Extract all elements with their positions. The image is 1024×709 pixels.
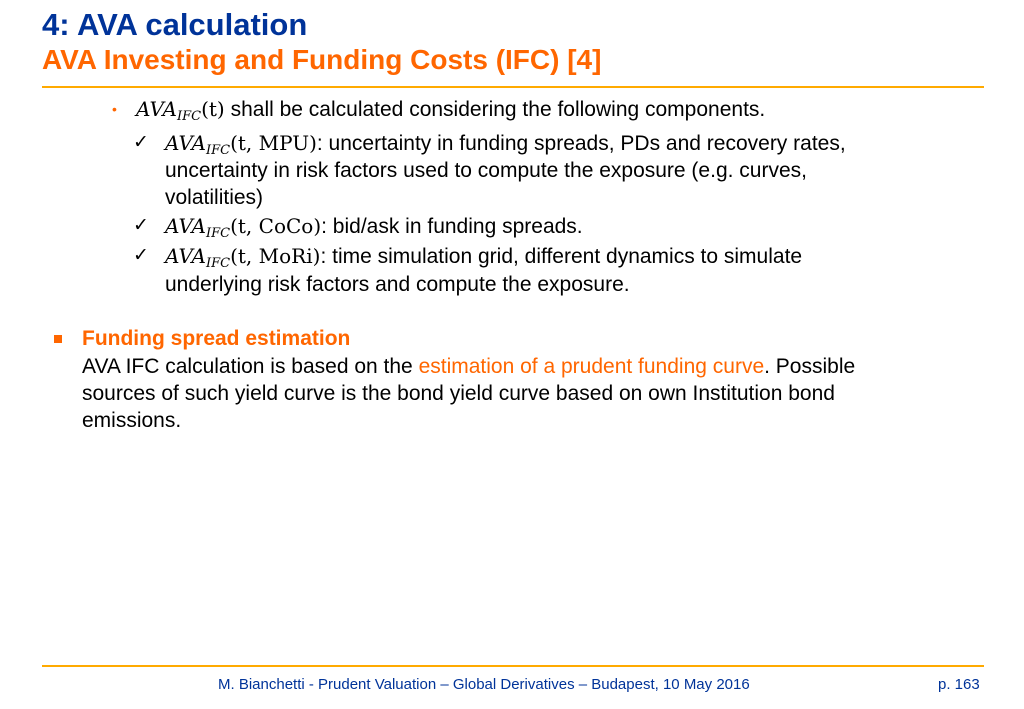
funding-line-2: sources of such yield curve is the bond yield curve based on own Institution bond: [82, 382, 835, 405]
intro-line: [136, 96, 765, 123]
math-expression: [136, 97, 225, 124]
checkmark-icon: ✓: [133, 245, 149, 266]
math-args: (t, MPU): [230, 131, 317, 155]
page-number: p. 163: [938, 676, 980, 693]
math-subscript: IFC: [205, 226, 231, 241]
math-args: (t, CoCo): [230, 214, 322, 238]
math-expression: [165, 131, 317, 158]
checkmark-icon: ✓: [133, 215, 149, 236]
component-mori-line-1: [165, 243, 802, 270]
funding-line-1: [82, 354, 855, 380]
footer-citation: M. Bianchetti - Prudent Valuation – Global Derivatives – Budapest, 10 May 2016: [218, 676, 750, 693]
checkmark-icon: ✓: [133, 132, 149, 153]
component-coco-line-1: [165, 213, 583, 240]
bullet-dot-icon: •: [112, 101, 117, 117]
square-bullet-icon: [54, 335, 62, 343]
math-expression: [165, 244, 321, 271]
math-main: AVA: [165, 214, 206, 238]
funding-line-1-pre: AVA IFC calculation is based on the: [82, 355, 419, 378]
intro-text: shall be calculated considering the following components.: [224, 98, 766, 121]
component-mori-line-2: underlying risk factors and compute the exposure.: [165, 273, 630, 296]
component-mpu-line-2: uncertainty in risk factors used to compute the exposure (e.g. curves,: [165, 159, 807, 182]
component-mori-text: : time simulation grid, different dynamics to simulate: [320, 245, 803, 268]
funding-heading: Funding spread estimation: [82, 327, 351, 350]
math-main: AVA: [165, 244, 206, 268]
math-args: (t): [201, 97, 225, 121]
component-mpu-line-3: volatilities): [165, 186, 264, 209]
math-args: (t, MoRi): [230, 244, 321, 268]
funding-line-3: emissions.: [82, 409, 182, 432]
math-subscript: IFC: [205, 143, 231, 158]
math-subscript: IFC: [205, 256, 231, 271]
component-coco-text: : bid/ask in funding spreads.: [321, 215, 583, 238]
component-mpu-text: : uncertainty in funding spreads, PDs and recovery rates,: [316, 132, 846, 155]
header-divider: [42, 86, 984, 88]
page-title: 4: AVA calculation: [42, 7, 308, 42]
footer-divider: [42, 665, 984, 667]
math-expression: [165, 214, 322, 241]
math-main: AVA: [136, 97, 177, 121]
math-main: AVA: [165, 131, 206, 155]
page-subtitle: AVA Investing and Funding Costs (IFC) [4]: [42, 44, 602, 75]
component-mpu-line-1: [165, 130, 846, 157]
funding-line-1-post: . Possible: [764, 355, 856, 378]
math-subscript: IFC: [176, 109, 202, 124]
funding-highlight: estimation of a prudent funding curve: [418, 355, 765, 378]
